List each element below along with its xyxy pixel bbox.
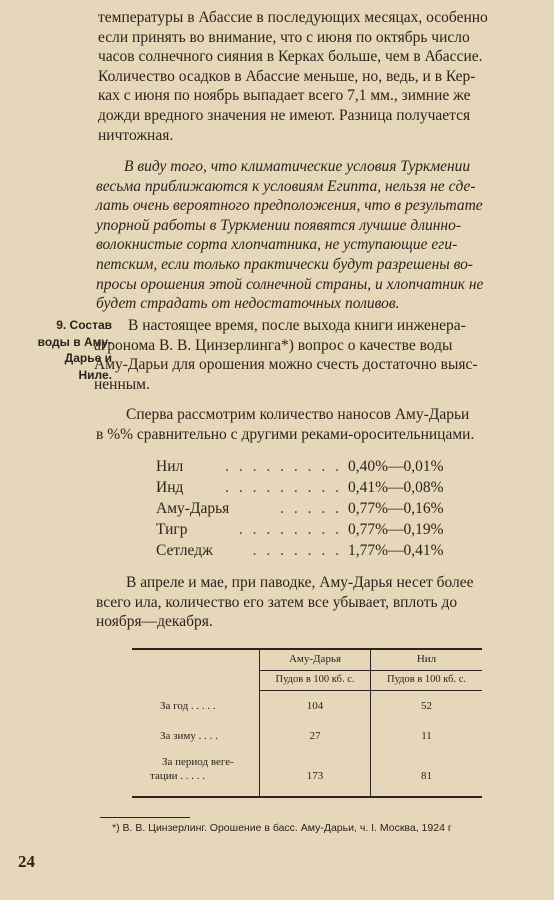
text-line: В апреле и мае, при паводке, Аму-Дарья несет более	[126, 574, 474, 591]
table-cell: 52	[421, 700, 432, 712]
paragraph-climate-comparison	[98, 8, 526, 145]
text-line: агронома В. В. Цинзерлинга*) вопрос о качестве воды	[94, 336, 453, 354]
side-heading-line: Ниле.	[78, 367, 112, 382]
text-line: Сперва рассмотрим количество наносов Аму-Дарьи	[126, 406, 470, 423]
table-cell: 81	[421, 770, 432, 782]
sediment-range: 0,77%—0,19%	[348, 521, 444, 538]
paragraph-italic-conclusion	[96, 157, 526, 314]
row-label: За период веге-	[162, 756, 234, 768]
text-line: ненным.	[94, 375, 150, 393]
sediment-range: 0,41%—0,08%	[348, 479, 444, 496]
table-cell: 104	[306, 700, 324, 712]
side-heading-line: Дарье и	[64, 351, 112, 365]
side-heading-line: воды в Аму-	[37, 334, 112, 349]
paragraph-flood-season	[96, 573, 526, 632]
text-line: весьма приближаются к условиям Египта, нельзя не сде-	[96, 177, 476, 195]
river-name: Тигр	[156, 521, 188, 538]
row-label: тации . . . . .	[150, 770, 205, 782]
column-header-amu-darya: Аму-Дарья	[288, 653, 342, 665]
leader-dots: . . . . . . . . .	[225, 479, 342, 496]
leader-dots: . . . . . . . .	[238, 521, 342, 538]
column-header-nile: Нил	[416, 653, 437, 665]
text-line: В виду того, что климатические условия Туркмении	[124, 158, 471, 175]
text-line: петским, если только практически будут разрешены во-	[96, 255, 474, 273]
text-line: лать очень вероятного предположения, что в результате	[96, 197, 483, 215]
column-subheader: Пудов в 100 кб. с.	[386, 674, 467, 685]
text-line: ноября—декабря.	[96, 613, 213, 631]
leader-dots: . . . . . . . . .	[225, 458, 342, 475]
sediment-table	[132, 648, 482, 798]
paragraph-sediment-intro	[96, 405, 526, 444]
leader-dots: . . . . . . .	[252, 542, 342, 559]
text-line: В настоящее время, после выхода книги инженера-	[128, 317, 466, 334]
sediment-range: 0,40%—0,01%	[348, 458, 444, 475]
sediment-range: 1,77%—0,41%	[348, 542, 444, 559]
row-label: За зиму . . . .	[160, 730, 218, 742]
river-name: Нил	[156, 458, 184, 475]
footnote-rule	[100, 817, 190, 818]
text-line: если принять во внимание, что с июня по октябрь число	[98, 28, 470, 46]
leader-dots: . . . . .	[280, 500, 342, 517]
text-line: всего ила, количество его затем все убывает, вплоть до	[96, 593, 458, 611]
sediment-range: 0,77%—0,16%	[348, 500, 444, 517]
paragraph-water-quality	[94, 316, 526, 394]
page-number: 24	[18, 852, 35, 871]
table-divider	[259, 690, 482, 691]
table-cell: 27	[309, 730, 321, 742]
side-heading-line: 9. Состав	[56, 318, 112, 332]
table-cell: 173	[306, 770, 324, 782]
row-label: За год . . . . .	[160, 700, 216, 712]
text-line: Количество осадков в Абассие меньше, но, ведь, и в Кер-	[98, 67, 476, 85]
text-line: волокнистые сорта хлопчатника, не уступающие еги-	[96, 236, 458, 254]
text-line: часов солнечного сияния в Керках больше, чем в Абассие.	[98, 48, 483, 66]
table-cell: 11	[421, 730, 432, 742]
text-line: ках с июня по ноябрь выпадает всего 7,1 мм., зимние же	[98, 87, 471, 105]
text-line: упорной работы в Туркмении появятся лучшие длинно-	[96, 216, 462, 234]
river-name: Инд	[156, 479, 184, 496]
text-line: ничтожная.	[98, 126, 174, 144]
text-line: Аму-Дарьи для орошения можно счесть достаточно выяс-	[94, 356, 478, 374]
table-divider	[259, 670, 482, 671]
footnote: *) В. В. Цинзерлинг. Орошение в басс. Аму-Дарьи, ч. I. Москва, 1924 г	[112, 822, 452, 834]
text-line: будет страдать от недостаточных поливов.	[96, 295, 400, 313]
text-line: дожди вредного значения не имеют. Разница получается	[98, 106, 471, 124]
text-line: в %% сравнительно с другими реками-оросительницами.	[96, 425, 475, 443]
text-line: температуры в Абассие в последующих месяцах, особенно	[98, 9, 488, 26]
text-line: просы орошения этой солнечной страны, и хлопчатник не	[96, 275, 484, 293]
column-subheader: Пудов в 100 кб. с.	[275, 674, 355, 685]
river-name: Сетледж	[156, 542, 213, 559]
river-name: Аму-Дарья	[156, 500, 230, 517]
